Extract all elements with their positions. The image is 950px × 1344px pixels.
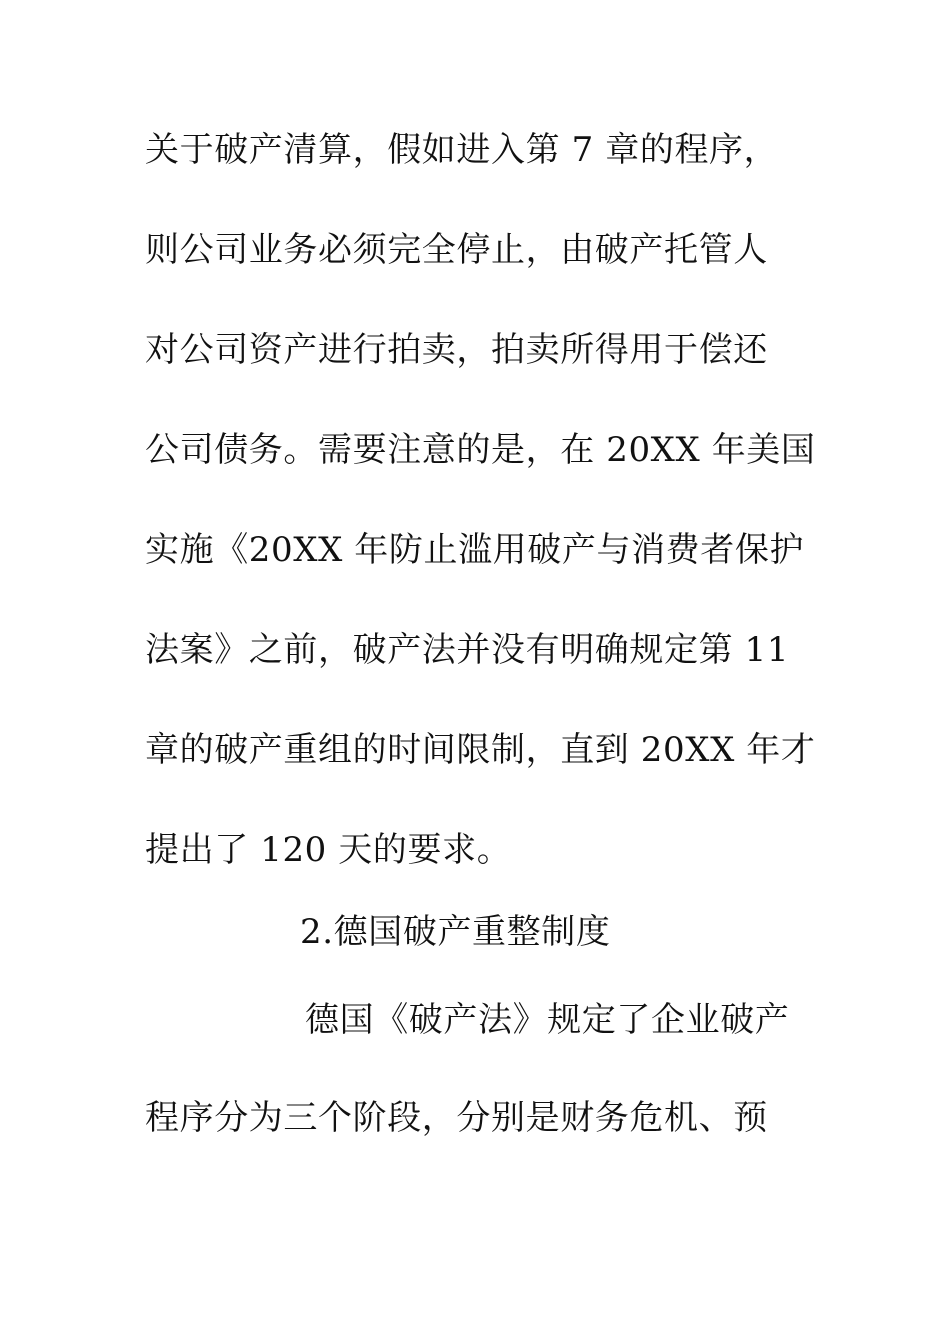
paragraph-line: 法案》之前，破产法并没有明确规定第 11 [145, 630, 790, 670]
paragraph-line: 对公司资产进行拍卖，拍卖所得用于偿还 [145, 330, 768, 370]
paragraph-line: 德国《破产法》规定了企业破产 [305, 1000, 790, 1040]
paragraph-line: 章的破产重组的时间限制，直到 20XX 年才 [145, 730, 816, 770]
paragraph-line: 公司债务。需要注意的是，在 20XX 年美国 [145, 430, 816, 470]
section-heading: 2.德国破产重整制度 [300, 912, 611, 952]
paragraph-line: 程序分为三个阶段，分别是财务危机、预 [145, 1098, 768, 1138]
paragraph-line: 提出了 120 天的要求。 [145, 830, 512, 870]
paragraph-line: 关于破产清算，假如进入第 7 章的程序， [145, 130, 779, 170]
paragraph-line: 实施《20XX 年防止滥用破产与消费者保护 [145, 530, 805, 570]
paragraph-line: 则公司业务必须完全停止，由破产托管人 [145, 230, 768, 270]
